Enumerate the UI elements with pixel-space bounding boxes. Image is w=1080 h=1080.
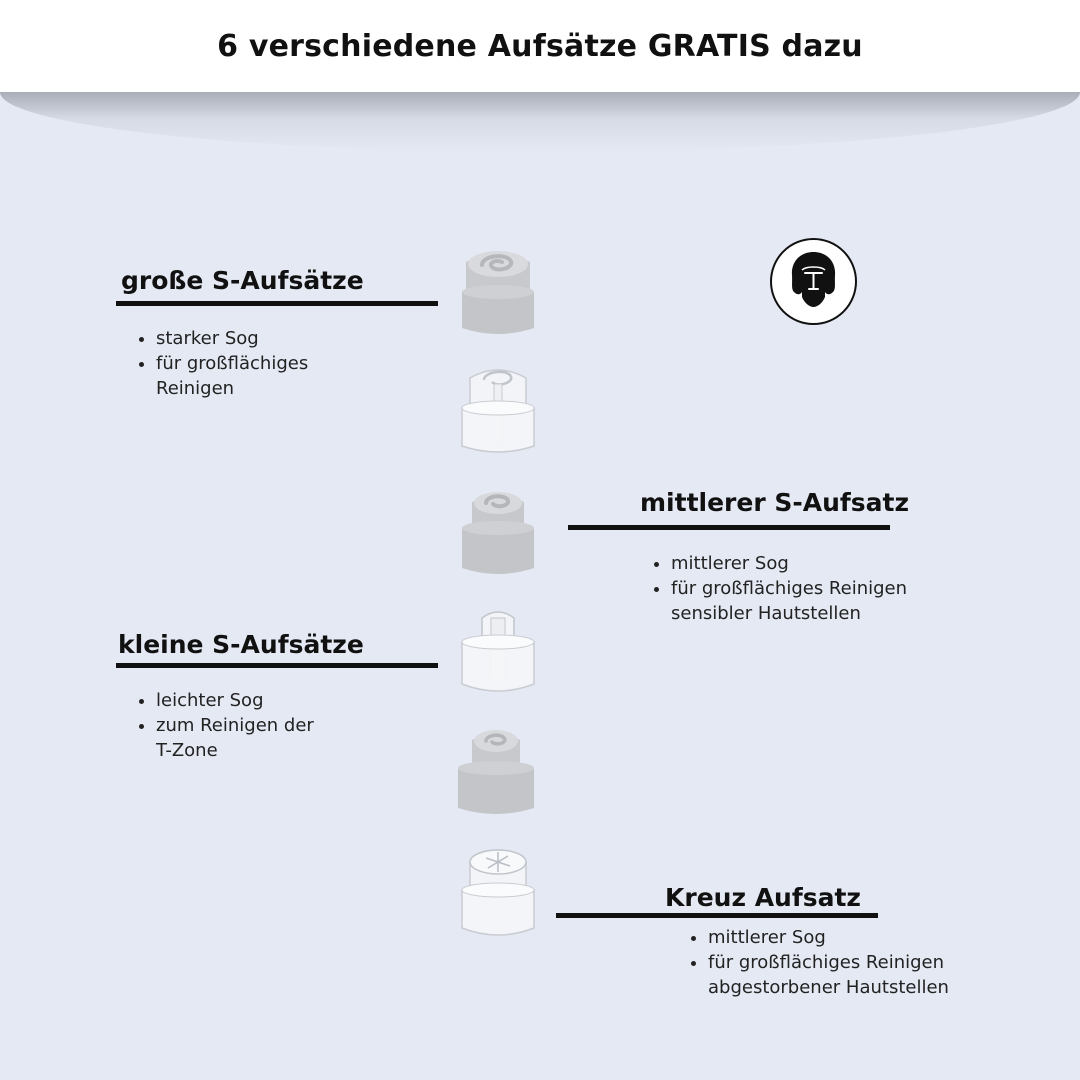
feature-list-small xyxy=(136,688,314,763)
nozzle-large-clear xyxy=(458,362,538,458)
list-item: • mittlerer Sog xyxy=(671,551,907,576)
section-title-small: kleine S-Aufsätze xyxy=(118,630,364,659)
nozzle-large-gray xyxy=(458,248,538,340)
section-title-large: große S-Aufsätze xyxy=(121,266,364,295)
list-item: sensibler Hautstellen xyxy=(671,603,861,624)
list-item: • starker Sog xyxy=(156,326,308,351)
section-rule-cross xyxy=(556,913,878,918)
section-rule-medium xyxy=(568,525,890,530)
list-item: • für großflächiges Reinigen xyxy=(708,950,949,975)
feature-list-cross xyxy=(688,925,949,1000)
nozzle-medium-gray xyxy=(458,486,538,580)
list-item: • für großflächiges xyxy=(156,351,308,376)
feature-list-medium xyxy=(651,551,907,626)
list-item: • mittlerer Sog xyxy=(708,925,949,950)
list-item: abgestorbener Hautstellen xyxy=(708,977,949,998)
page-title: 6 verschiedene Aufsätze GRATIS dazu xyxy=(217,28,863,64)
list-item: • für großflächiges Reinigen xyxy=(671,576,907,601)
section-rule-small xyxy=(116,663,438,668)
nozzle-small-gray xyxy=(456,724,536,820)
list-item: • zum Reinigen der xyxy=(156,713,314,738)
section-title-medium: mittlerer S-Aufsatz xyxy=(640,488,910,517)
nozzle-cross-clear xyxy=(458,846,538,942)
face-logo-icon xyxy=(769,237,858,326)
list-item: Reinigen xyxy=(156,378,235,399)
section-title-cross: Kreuz Aufsatz xyxy=(665,883,861,912)
header-shadow xyxy=(0,92,1080,152)
header-bar xyxy=(0,0,1080,92)
feature-list-large xyxy=(136,326,308,401)
list-item: • leichter Sog xyxy=(156,688,314,713)
section-rule-large xyxy=(116,301,438,306)
list-item: T-Zone xyxy=(156,740,218,761)
nozzle-small-clear xyxy=(458,604,538,698)
